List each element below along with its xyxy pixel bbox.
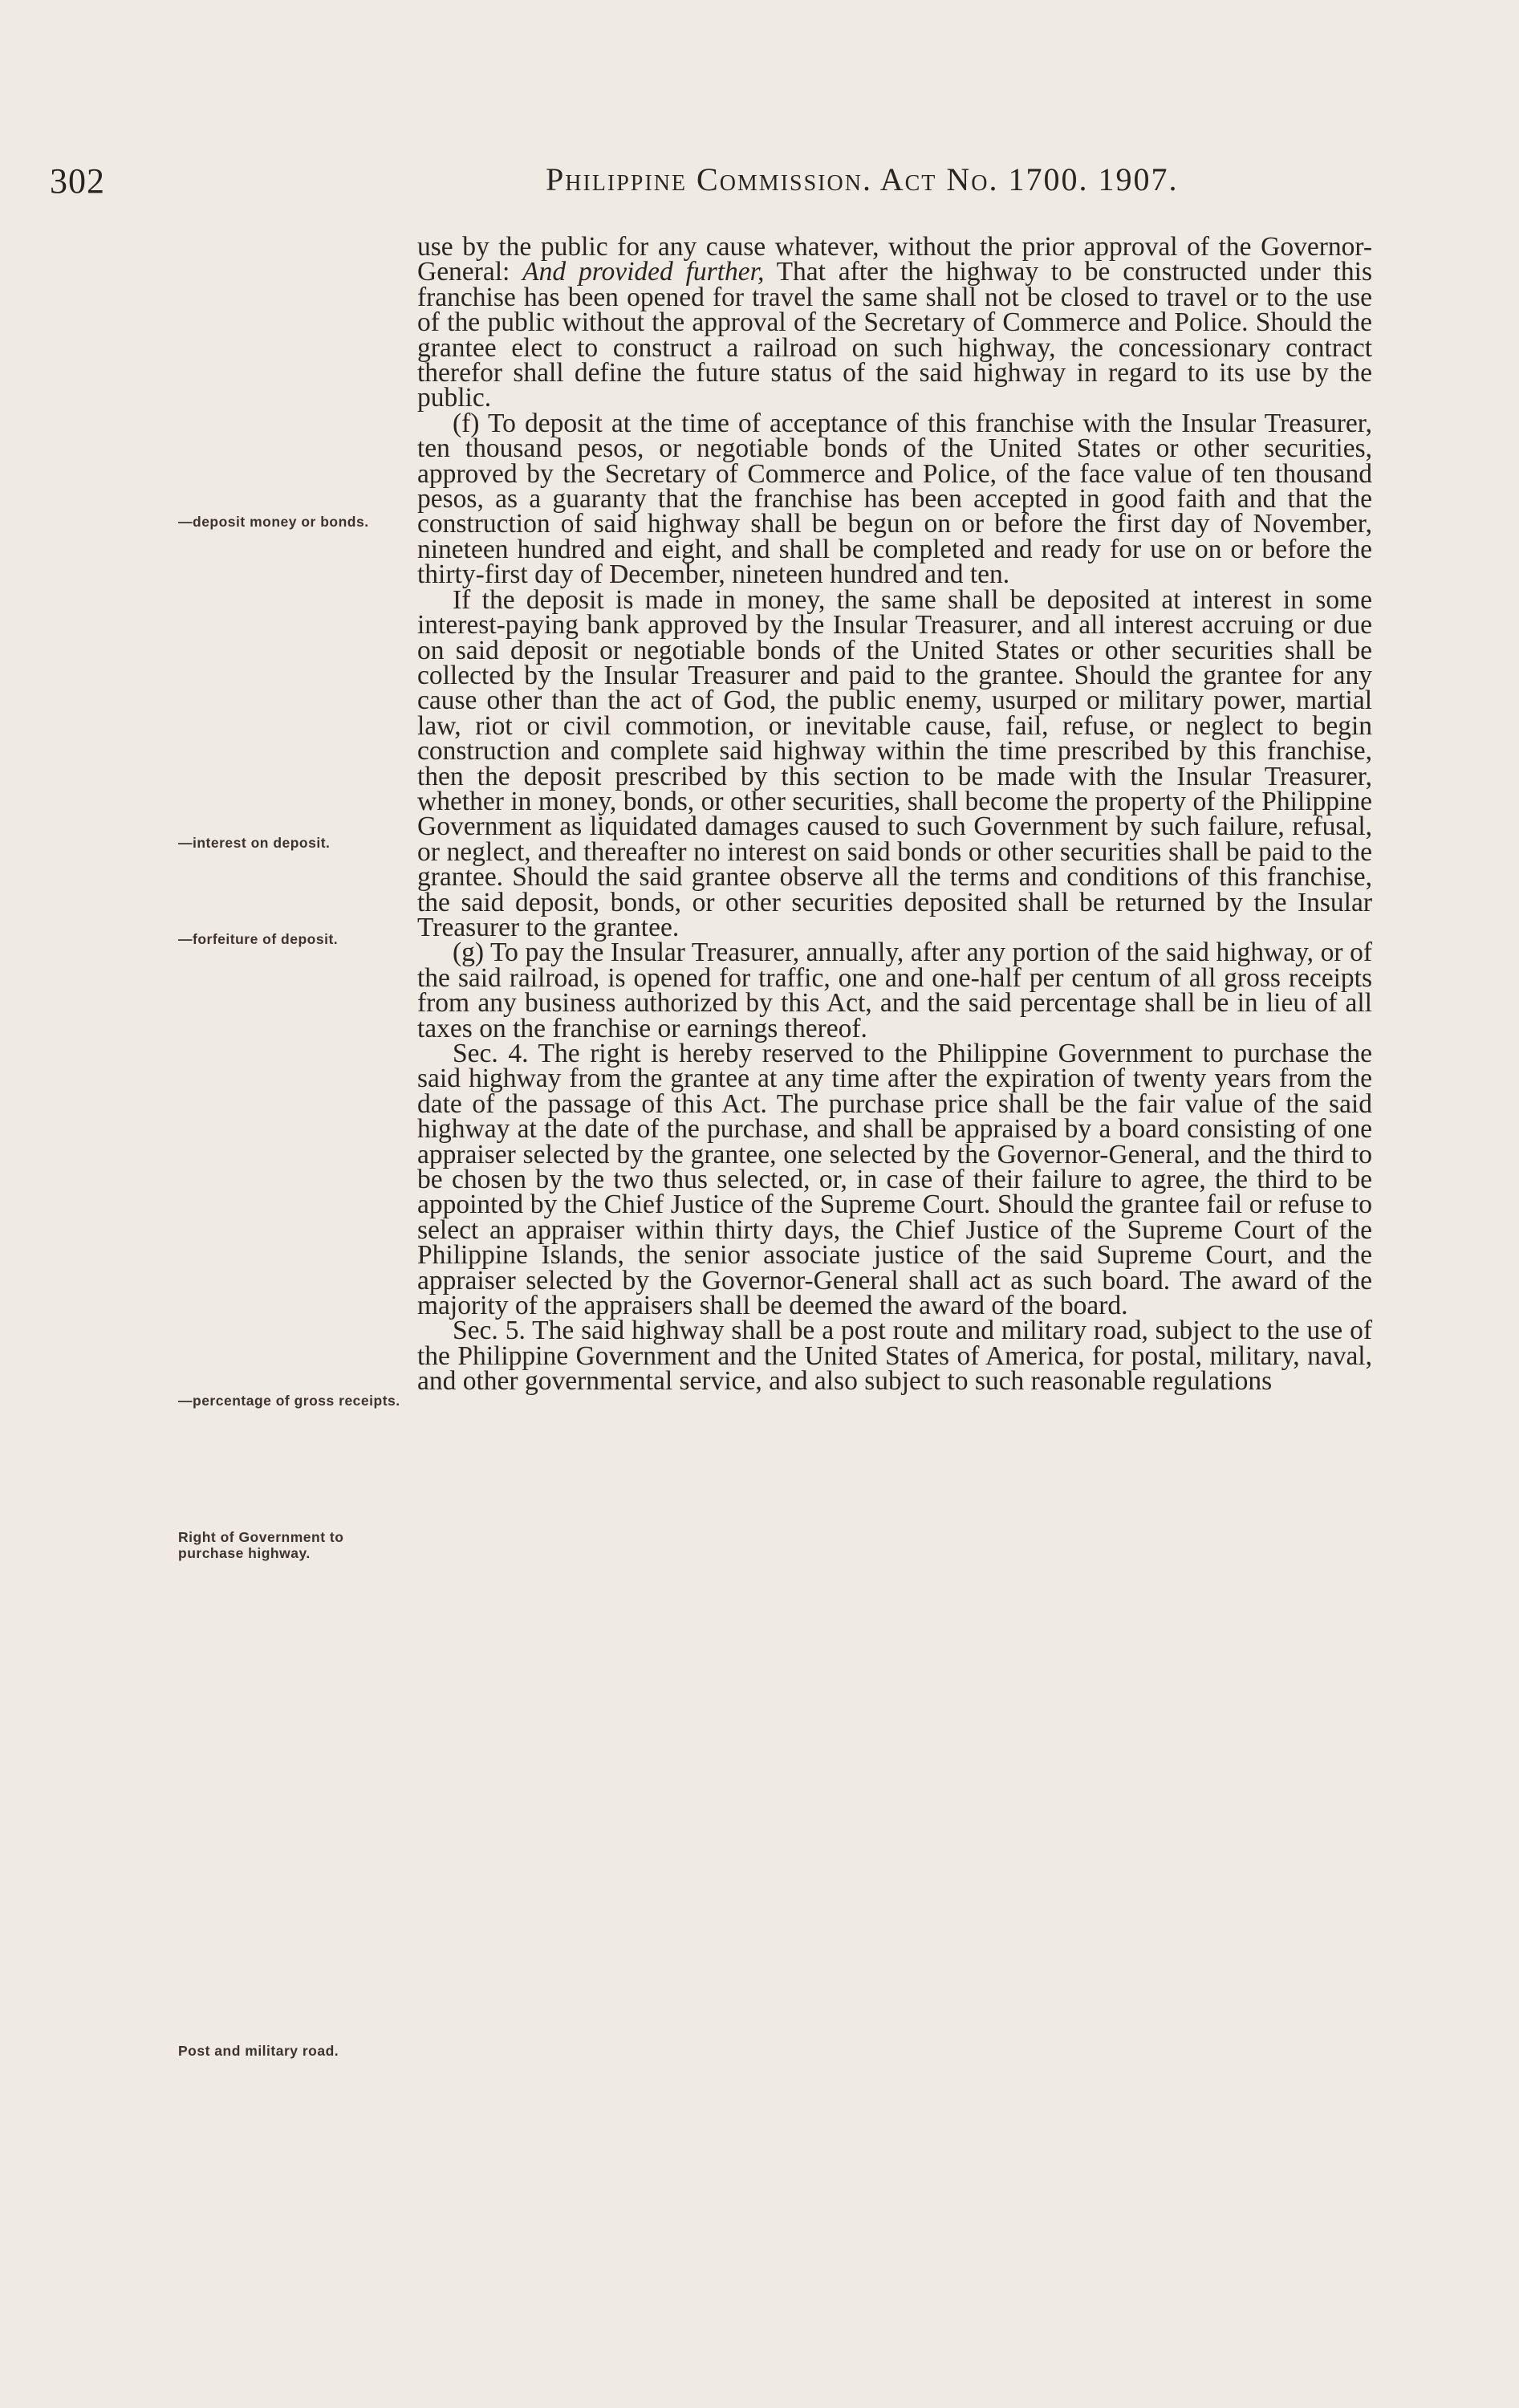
paragraph-continuation: [417, 234, 1372, 411]
marginal-note-right-of-government: Right of Government to purchase highway.: [178, 1529, 344, 1561]
paragraph-1-italic: And provided further,: [522, 257, 765, 287]
body-text: [417, 232, 1372, 1397]
marginal-note-deposit: —deposit money or bonds.: [178, 514, 369, 530]
paragraph-section-4: Sec. 4. The right is hereby reserved to the Philippine Government to purchase the said highway from the grantee at any time after the expiration of twenty years from the date of the passage of this Act. The purchase price shall be the fair value of the said highway at the date of the purchase, and shall be appraised by a board consisting of one appraiser selected by the grantee, one selected by the Governor-General, and the third to be chosen by the two thus selected, or, in case of their failure to agree, the third to be appointed by the Chief Justice of the Supreme Court. Should the grantee fail or refuse to select an appraiser within thirty days, the Chief Justice of the Supreme Court of the Philippine Islands, the senior associate justice of the said Supreme Court, and the appraiser selected by the Governor-General shall act as such board. The award of the majority of the appraisers shall be deemed the award of the board.: [417, 1039, 1372, 1321]
marginal-note-forfeiture: —forfeiture of deposit.: [178, 931, 339, 947]
paragraph-1-text-b: That after the highway to be constructed under this franchise has been opened for travel the same shall not be closed to travel or to the use of the public without the approval of the Secretary of Commerce and Police. Should the grantee elect to construct a railroad on such highway, the concessionary contract therefor shall define the future status of the said highway in regard to its use by the public.: [417, 257, 1372, 413]
paragraph-percentage: (g) To pay the Insular Treasurer, annually, after any portion of the said highway, or of the said railroad, is opened for traffic, one and one-half per centum of all gross receipts from any business authorized by this Act, and the said percentage shall be in lieu of all taxes on the franchise or earnings thereof.: [417, 938, 1372, 1043]
paragraph-deposit: (f) To deposit at the time of acceptance of this franchise with the Insular Treasurer, ten thousand pesos, or negotiable bonds of the United States or other securities, approved by the Secretary of Commerce and Police, of the face value of ten thousand pesos, as a guaranty that the franchise has been accepted in good faith and that the construction of said highway shall be begun on or before the first day of November, nineteen hundred and eight, and shall be completed and ready for use on or before the thirty-first day of December, nineteen hundred and ten.: [417, 408, 1372, 590]
paragraph-1-text-a: use by the public for any cause whatever, without the prior approval of the Governor-General:: [417, 232, 1372, 287]
page-number: 302: [50, 161, 105, 201]
running-head: Philippine Commission. Act No. 1700. 1907.: [546, 161, 1179, 197]
marginal-note-percentage: —percentage of gross receipts.: [178, 1393, 400, 1409]
marginal-note-interest: —interest on deposit.: [178, 835, 331, 851]
page-header: [0, 161, 1519, 209]
paragraph-section-5: Sec. 5. The said highway shall be a post route and military road, subject to the use of the Philippine Government and the United States of America, for postal, military, naval, and other governmental service, and also subject to such reasonable regulations: [417, 1316, 1372, 1397]
marginal-note-post-military-road: Post and military road.: [178, 2043, 339, 2059]
paragraph-interest: If the deposit is made in money, the same shall be deposited at interest in some interest-paying bank approved by the Insular Treasurer, and all interest accruing or due on said deposit or negotiable bonds of the United States or other securities shall be collected by the Insular Treasurer and paid to the grantee. Should the grantee for any cause other than the act of God, the public enemy, usurped or military power, martial law, riot or civil commotion, or inevitable cause, fail, refuse, or neglect to begin construction and complete said highway within the time prescribed by this franchise, then the deposit prescribed by this section to be made with the Insular Treasurer, whether in money, bonds, or other securities, shall become the property of the Philippine Government as liquidated damages caused to such Government by such failure, refusal, or neglect, and thereafter no interest on said bonds or other securities shall be paid to the grantee. Should the said grantee observe all the terms and conditions of this franchise, the said deposit, bonds, or other securities deposited shall be returned by the Insular Treasurer to the grantee.: [417, 584, 1372, 942]
